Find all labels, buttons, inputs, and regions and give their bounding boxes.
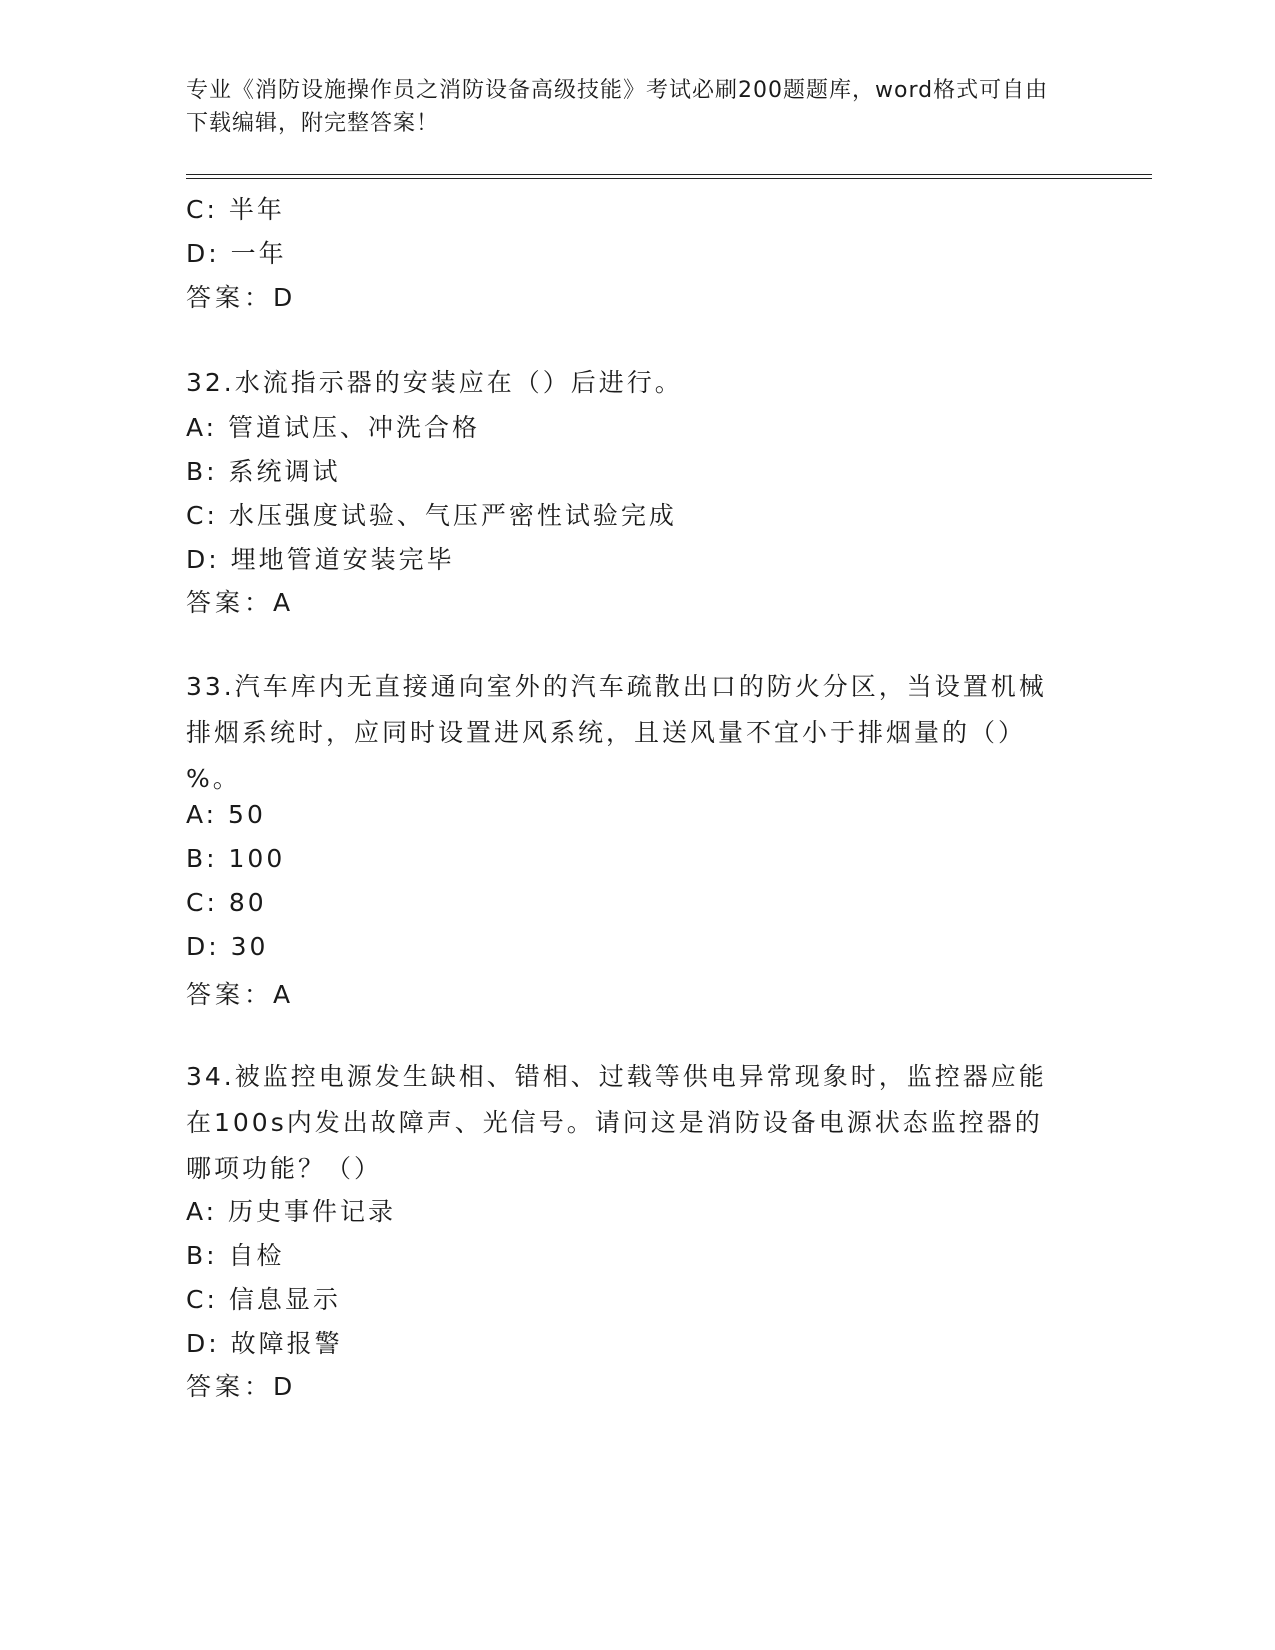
question-32-option-a: A: 管道试压、冲洗合格 [186, 413, 481, 442]
question-33-text: 33.汽车库内无直接通向室外的汽车疏散出口的防火分区，当设置机械排烟系统时，应同时设置进风系统，且送风量不宜小于排烟量的（）%。 [186, 672, 1047, 793]
answer-label: 答案： [186, 1372, 274, 1401]
question-33-option-d: D: 30 [186, 932, 269, 961]
question-33-option-a: A: 50 [186, 800, 266, 829]
answer-label: 答案： [186, 980, 274, 1009]
option-c: C: 半年 [186, 195, 285, 224]
question-32-option-c: C: 水压强度试验、气压严密性试验完成 [186, 501, 677, 530]
question-32-option-b: B: 系统调试 [186, 457, 341, 486]
question-32-option-d: D: 埋地管道安装完毕 [186, 545, 455, 574]
question-34-option-d: D: 故障报警 [186, 1329, 343, 1358]
answer-value: D [273, 1372, 295, 1401]
question-34-answer [186, 1367, 294, 1403]
answer-value: D [273, 283, 295, 312]
option-d: D: 一年 [186, 239, 287, 268]
answer-value: A [273, 980, 293, 1009]
question-32-answer [186, 583, 292, 619]
question-33-option-b: B: 100 [186, 844, 286, 873]
question-33-option-c: C: 80 [186, 888, 267, 917]
answer-label: 答案： [186, 283, 274, 312]
header-title: 专业《消防设施操作员之消防设备高级技能》考试必刷200题题库，word格式可自由下载编辑，附完整答案！ [186, 78, 1049, 136]
header-rule-bottom [186, 178, 1152, 179]
answer-value: A [273, 588, 293, 617]
document-header [186, 74, 1066, 140]
answer-line [186, 278, 294, 314]
answer-label: 答案： [186, 588, 274, 617]
question-34-option-a: A: 历史事件记录 [186, 1197, 397, 1226]
header-rule-top [186, 174, 1152, 175]
question-34-option-b: B: 自检 [186, 1241, 285, 1270]
question-34-option-c: C: 信息显示 [186, 1285, 341, 1314]
question-34-text: 34.被监控电源发生缺相、错相、过载等供电异常现象时，监控器应能在100s内发出故障声、光信号。请问这是消防设备电源状态监控器的哪项功能？（） [186, 1062, 1047, 1183]
question-33-answer [186, 975, 292, 1011]
question-32-text: 32.水流指示器的安装应在（）后进行。 [186, 368, 683, 397]
